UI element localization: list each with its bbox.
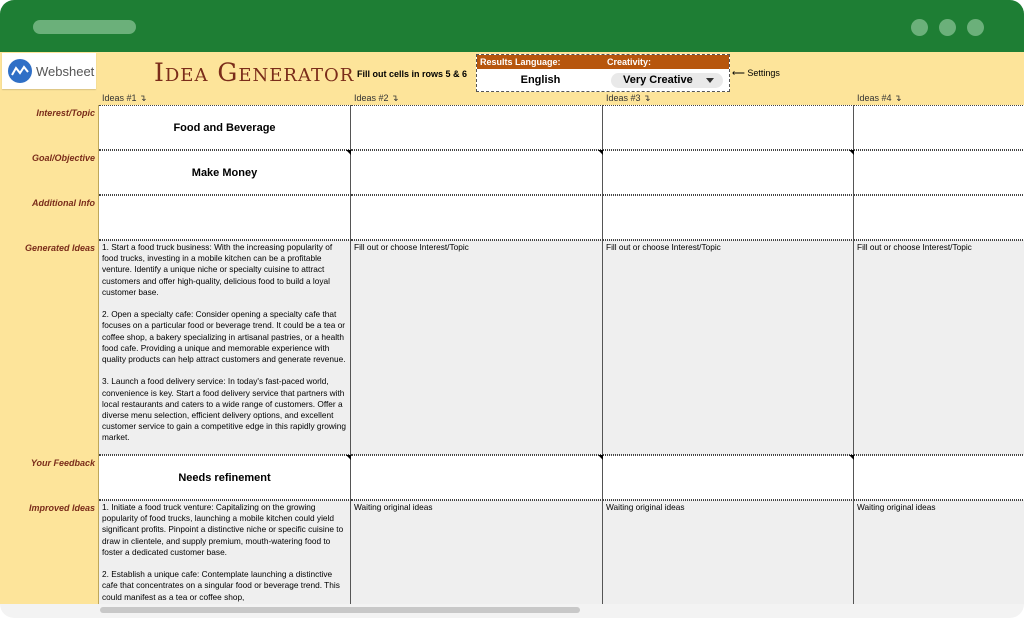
language-select[interactable]: English xyxy=(520,74,561,86)
spreadsheet xyxy=(0,52,1024,604)
interest-cell[interactable] xyxy=(351,105,603,150)
column-header-ideas-2: Ideas #2 ↴ xyxy=(354,93,399,103)
feedback-cell[interactable] xyxy=(854,455,1024,500)
additional-info-cell[interactable] xyxy=(351,195,603,240)
page-title: Idea Generator xyxy=(154,58,355,87)
websheet-logo-icon xyxy=(8,59,32,83)
chevron-down-icon xyxy=(706,78,714,83)
window-control-dot[interactable] xyxy=(939,19,956,36)
language-header: Results Language: xyxy=(477,55,604,69)
scrollbar-thumb[interactable] xyxy=(100,607,580,613)
improved-ideas-cell[interactable]: Waiting original ideas xyxy=(603,500,854,604)
websheet-logo xyxy=(2,53,96,89)
window-control-dot[interactable] xyxy=(967,19,984,36)
goal-cell-text: Make Money xyxy=(191,166,258,179)
goal-cell[interactable] xyxy=(603,150,854,195)
additional-info-cell[interactable] xyxy=(603,195,854,240)
feedback-cell[interactable] xyxy=(351,455,603,500)
creativity-header: Creativity: xyxy=(604,55,729,69)
generated-ideas-cell[interactable]: 1. Start a food truck business: With the increasing popularity of food trucks, investing in a mobile kitchen can be a profitable venture. Identify a unique niche or specialty cuisine to attract customers and offer high-quality, delicious food to build a loyal customer base. 2. Open a specialty cafe: Consider opening a specialty cafe that focuses on a particular food or beverage trend. It could be a tea or coffee shop, a bakery specializing in artisanal pastries, or a health food cafe. Providing a unique and memorable experience with quality products can help attract customers and generate revenue. 3. Launch a food delivery service: In today's fast-paced world, convenience is key. Start a food delivery service that partners with local restaurants and caters to a wide range of customers. Offer a diverse menu selection, efficient delivery options, and excellent customer service to gain a competitive edge in this rapidly growing market. xyxy=(99,240,351,455)
column-header-ideas-3: Ideas #3 ↴ xyxy=(606,93,651,103)
address-bar-placeholder xyxy=(33,20,136,34)
column-header-ideas-4: Ideas #4 ↴ xyxy=(857,93,902,103)
row-label-feedback: Your Feedback xyxy=(30,458,95,468)
interest-cell[interactable] xyxy=(603,105,854,150)
row-label-goal: Goal/Objective xyxy=(31,153,95,163)
improved-ideas-cell[interactable]: 1. Initiate a food truck venture: Capitalizing on the growing popularity of food trucks, launching a mobile kitchen could yield significant profits. Pinpoint a distinctive niche or specific cuisine to draw in clientele, and supply premium, mouth-watering food to foster a dedicated customer base. 2. Establish a unique cafe: Contemplate launching a distinctive cafe that concentrates on a singular food or beverage trend. This could manifest as a tea or coffee shop, xyxy=(99,500,351,604)
generated-ideas-cell[interactable]: Fill out or choose Interest/Topic xyxy=(603,240,854,455)
logo-text: Websheet xyxy=(36,63,95,79)
interest-cell[interactable]: Food and Beverage xyxy=(99,105,351,150)
instructions-text: Fill out cells in rows 5 & 6 xyxy=(357,69,468,79)
feedback-cell-text: Needs refinement xyxy=(178,471,271,484)
generated-ideas-cell[interactable]: Fill out or choose Interest/Topic xyxy=(351,240,603,455)
feedback-cell[interactable] xyxy=(603,455,854,500)
row-label-generated: Generated Ideas xyxy=(24,243,95,253)
goal-cell[interactable] xyxy=(854,150,1024,195)
creativity-dropdown[interactable] xyxy=(611,73,723,88)
horizontal-scrollbar[interactable] xyxy=(0,604,1024,618)
creativity-value: Very Creative xyxy=(623,74,693,86)
goal-cell[interactable] xyxy=(99,150,351,195)
improved-ideas-cell[interactable]: Waiting original ideas xyxy=(351,500,603,604)
additional-info-cell[interactable] xyxy=(99,195,351,240)
interest-cell[interactable] xyxy=(854,105,1024,150)
settings-panel xyxy=(476,54,730,92)
row-label-interest: Interest/Topic xyxy=(36,108,95,118)
row-label-column xyxy=(0,52,99,604)
generated-ideas-cell[interactable]: Fill out or choose Interest/Topic xyxy=(854,240,1024,455)
row-label-improved: Improved Ideas xyxy=(28,503,95,513)
window-titlebar xyxy=(0,0,1024,52)
additional-info-cell[interactable] xyxy=(854,195,1024,240)
goal-cell[interactable] xyxy=(351,150,603,195)
settings-note: ⟵ Settings xyxy=(732,68,780,78)
column-header-ideas-1: Ideas #1 ↴ xyxy=(102,93,147,103)
feedback-cell[interactable] xyxy=(99,455,351,500)
row-label-additional: Additional Info xyxy=(32,198,95,208)
improved-ideas-cell[interactable]: Waiting original ideas xyxy=(854,500,1024,604)
window-control-dot[interactable] xyxy=(911,19,928,36)
